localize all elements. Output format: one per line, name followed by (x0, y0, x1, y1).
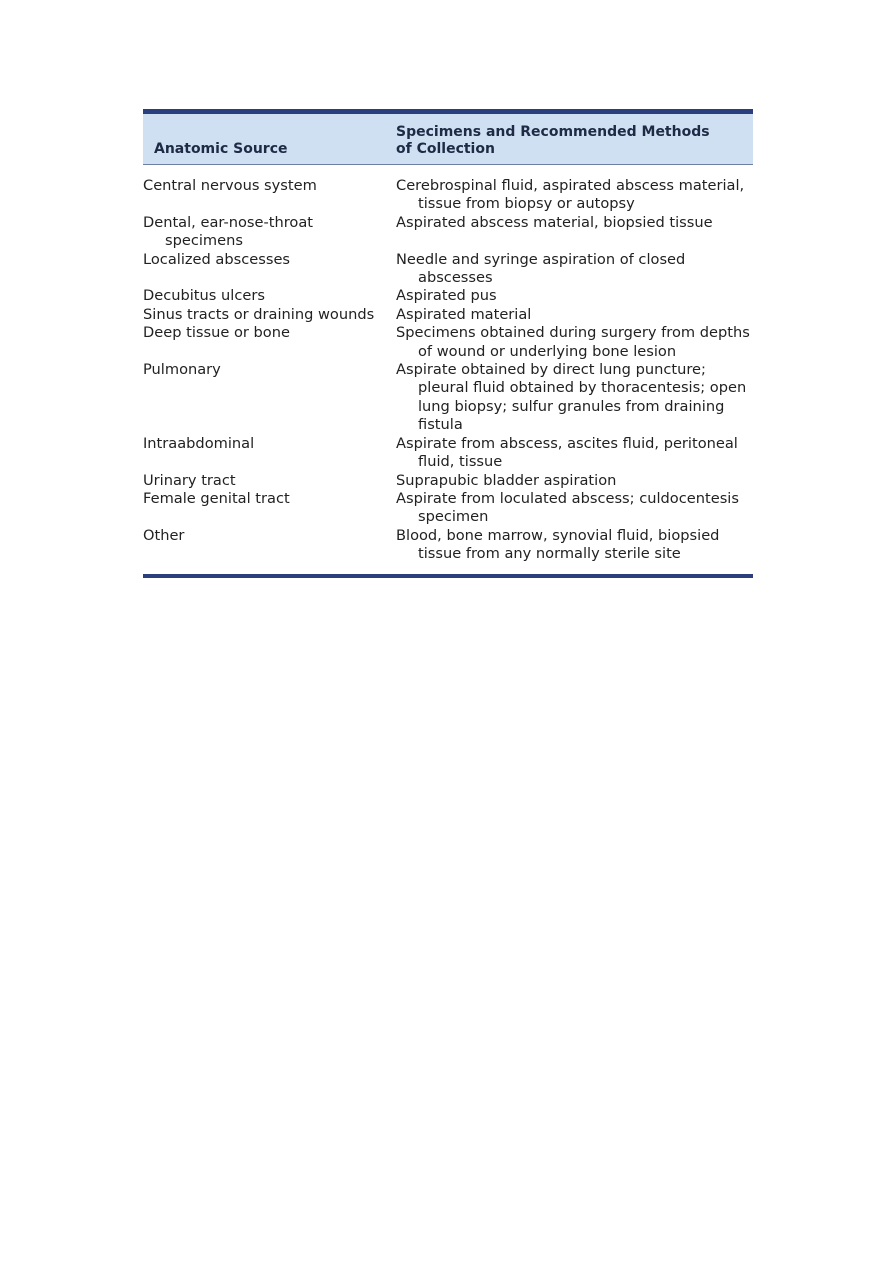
header-anatomic-source: Anatomic Source (154, 141, 288, 157)
method-cell: Aspirate from loculated abscess; culdocentesis specimen (396, 489, 739, 526)
source-cell: Deep tissue or bone (143, 324, 290, 342)
method-cell: Suprapubic bladder aspiration (396, 471, 617, 489)
table-row (143, 490, 753, 527)
source-cell: Dental, ear-nose-throat specimens (143, 213, 313, 250)
method-cell: Cerebrospinal fluid, aspirated abscess material, tissue from biopsy or autopsy (396, 177, 745, 213)
source-cell: Other (143, 526, 185, 544)
table-body (143, 165, 753, 574)
table-row (143, 306, 753, 324)
table-row (143, 177, 753, 214)
source-cell: Intraabdominal (143, 434, 255, 452)
method-cell: Aspirated abscess material, biopsied tissue (396, 213, 713, 231)
table-row (143, 287, 753, 305)
table-row (143, 324, 753, 361)
table-row (143, 472, 753, 490)
method-cell: Aspirate obtained by direct lung puncture; pleural fluid obtained by thoracentesis; open lung biopsy; sulfur granules from draining fistula (396, 361, 747, 434)
source-cell: Localized abscesses (143, 250, 291, 268)
source-cell: Decubitus ulcers (143, 287, 265, 305)
specimen-table (143, 109, 753, 578)
source-cell: Sinus tracts or draining wounds (143, 305, 375, 323)
table-row (143, 214, 753, 251)
table-bottom-rule (143, 574, 753, 578)
method-cell: Aspirated material (396, 305, 532, 323)
table-header (143, 114, 753, 165)
method-cell: Aspirate from abscess, ascites fluid, peritoneal fluid, tissue (396, 434, 738, 471)
table-row (143, 361, 753, 435)
source-cell: Female genital tract (143, 489, 290, 507)
header-methods-line2: of Collection (396, 141, 495, 157)
header-methods-line1: Specimens and Recommended Methods (396, 124, 710, 140)
table-row (143, 251, 753, 288)
table-row (143, 527, 753, 564)
source-cell: Urinary tract (143, 471, 236, 489)
source-cell: Central nervous system (143, 177, 317, 194)
source-cell: Pulmonary (143, 361, 221, 379)
method-cell: Specimens obtained during surgery from depths of wound or underlying bone lesion (396, 324, 750, 360)
table-row (143, 435, 753, 472)
method-cell: Blood, bone marrow, synovial fluid, biopsied tissue from any normally sterile site (396, 526, 720, 563)
method-cell: Aspirated pus (396, 287, 497, 305)
header-specimens-methods (396, 124, 753, 158)
method-cell: Needle and syringe aspiration of closed abscesses (396, 250, 686, 287)
